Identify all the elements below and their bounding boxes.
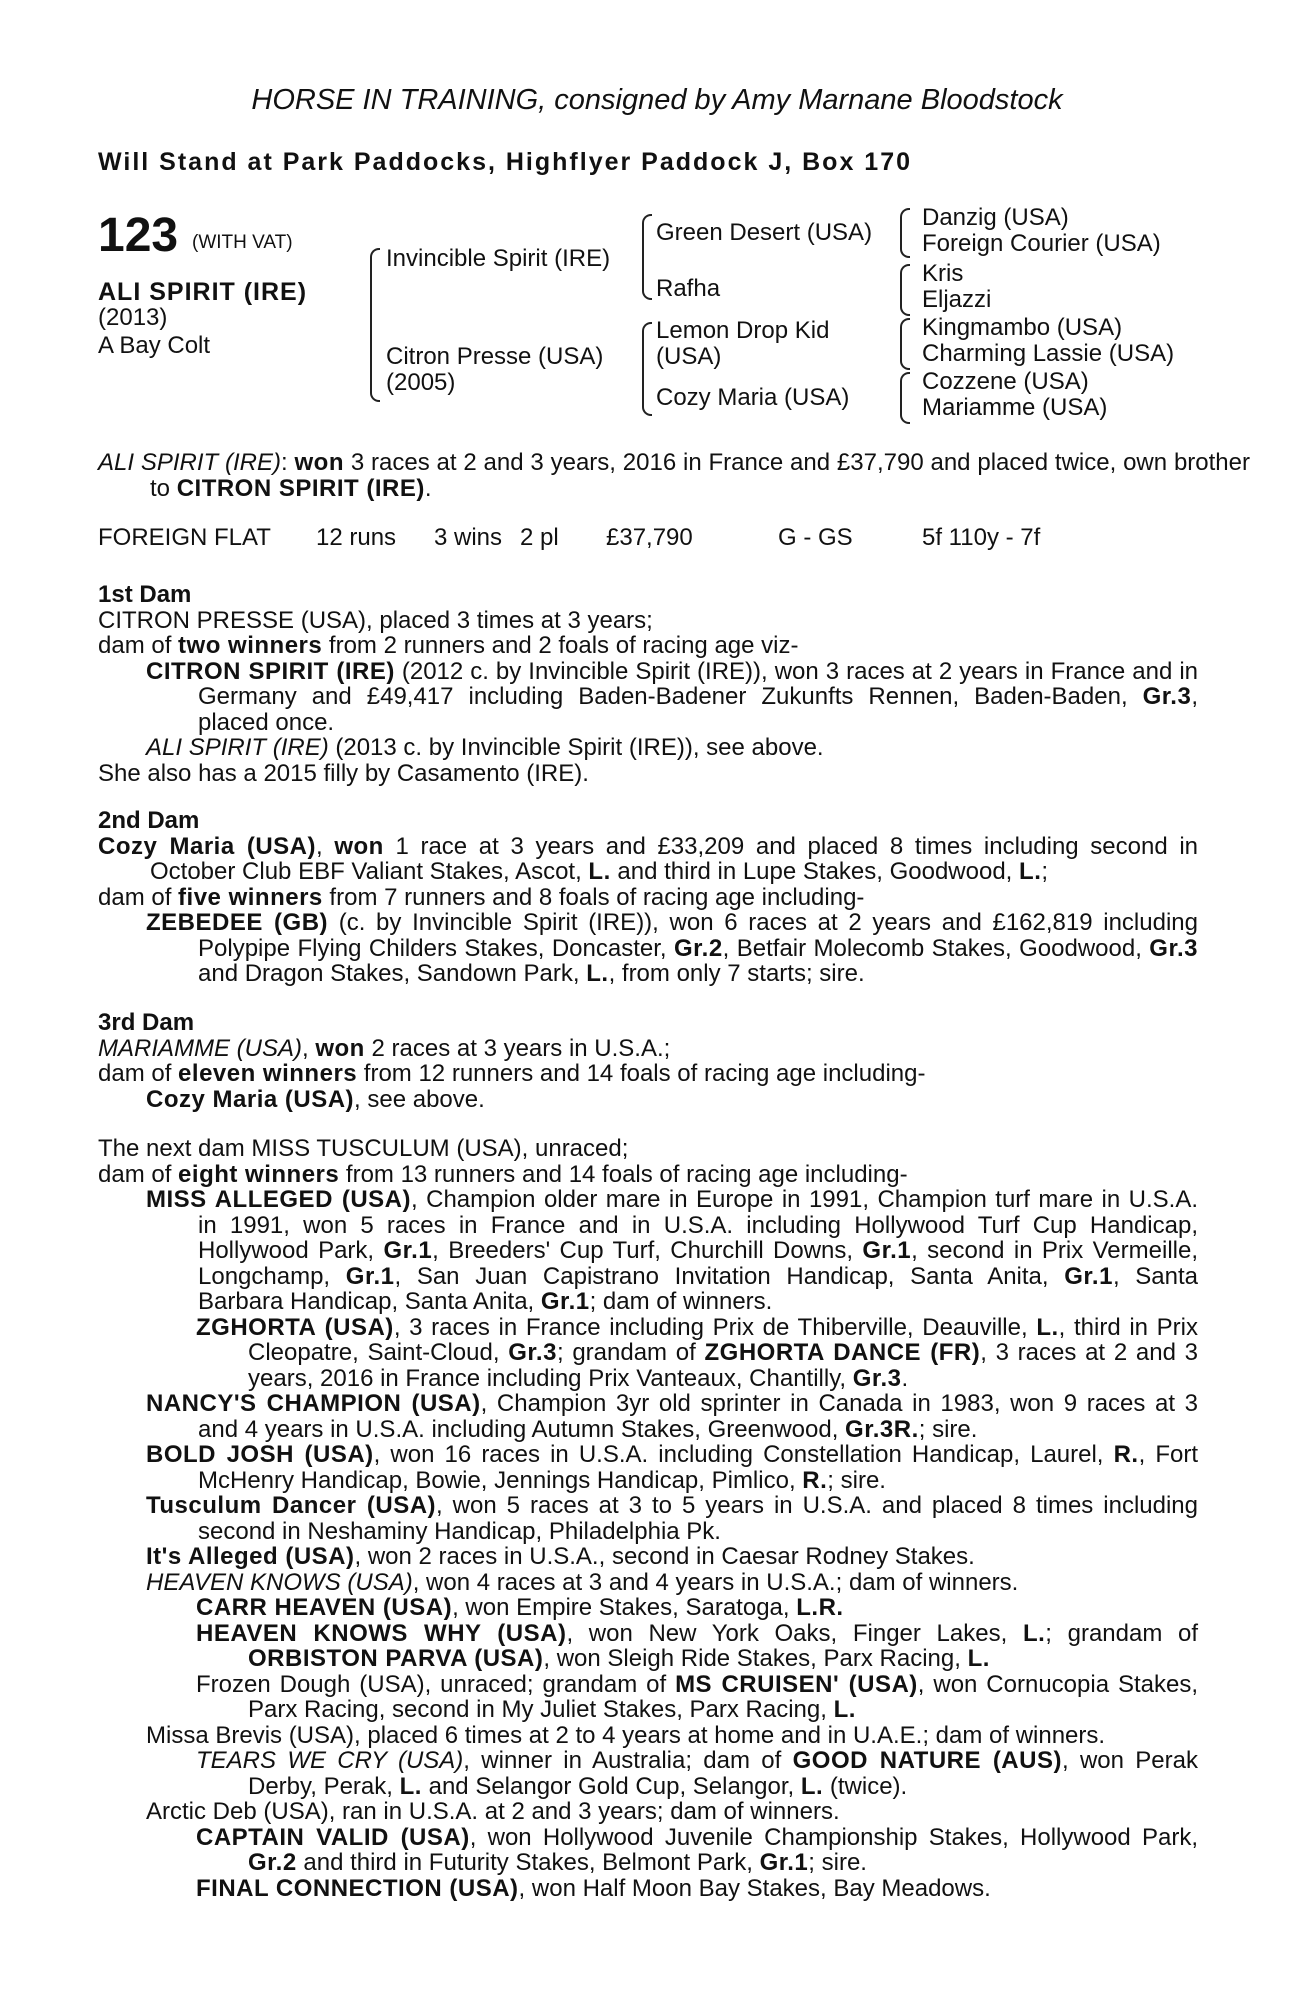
dam-line: Cozy Maria (USA), won 1 race at 3 years and £33,209 and placed 8 times including second in October Club EBF Valiant Stakes, Ascot, L. and third in Lupe Stakes, Goodwood, L.; xyxy=(98,832,1198,885)
produce-entry: FINAL CONNECTION (USA), won Half Moon Bay Stakes, Bay Meadows. xyxy=(196,1874,991,1902)
produce-entry: HEAVEN KNOWS WHY (USA), won New York Oaks, Finger Lakes, L.; grandam of ORBISTON PARVA (USA), won Sleigh Ride Stakes, Parx Racing, L. xyxy=(196,1619,1198,1672)
lot-number: 123 xyxy=(98,209,179,262)
pedigree-sds: Kris xyxy=(922,260,964,287)
pedigree-dam-sire: Lemon Drop Kid xyxy=(656,317,830,344)
pedigree-sire: Invincible Spirit (IRE) xyxy=(386,245,611,272)
produce-entry: CITRON SPIRIT (IRE) (2012 c. by Invincible Spirit (IRE)), won 3 races at 2 years in France and in Germany and £49,417 including Baden-Badener Zukunfts Rennen, Baden-Baden, Gr.3, placed once. xyxy=(146,657,1199,736)
pedigree-brace xyxy=(900,318,910,370)
produce-entry: NANCY'S CHAMPION (USA), Champion 3yr old sprinter in Canada in 1983, won 9 races at 3 and 4 years in U.S.A. including Autumn Stakes, Greenwood, Gr.3R.; sire. xyxy=(146,1390,1198,1443)
dam-line: The next dam MISS TUSCULUM (USA), unraced; xyxy=(98,1135,629,1162)
pedigree-ddd: Mariamme (USA) xyxy=(922,394,1108,421)
form-money: £37,790 xyxy=(606,524,693,551)
dam-produce-line: dam of five winners from 7 runners and 8 foals of racing age including- xyxy=(98,883,865,911)
stand-location: Will Stand at Park Paddocks, Highflyer Paddock J, Box 170 xyxy=(98,148,912,176)
pedigree-dds: Cozzene (USA) xyxy=(922,368,1089,395)
pedigree-sire-dam: Rafha xyxy=(656,275,721,302)
produce-entry: Cozy Maria (USA), see above. xyxy=(146,1085,485,1113)
vat-label: (WITH VAT) xyxy=(192,232,293,253)
produce-entry: ZGHORTA (USA), 3 races in France including Prix de Thiberville, Deauville, L., third in Prix Cleopatre, Saint-Cloud, Gr.3; grandam of ZGHORTA DANCE (FR), 3 races at 2 and 3 years, 2016 in France including Prix Vanteaux, Chantilly, Gr.3. xyxy=(196,1313,1199,1392)
dam-produce-line: dam of eleven winners from 12 runners and 14 foals of racing age including- xyxy=(98,1060,926,1087)
produce-entry: Tusculum Dancer (USA), won 5 races at 3 to 5 years in U.S.A. and placed 8 times including second in Neshaminy Handicap, Philadelphia Pk. xyxy=(146,1492,1198,1545)
race-summary: ALI SPIRIT (IRE): won 3 races at 2 and 3 years, 2016 in France and £37,790 and placed twice, own brother to CITRON SPIRIT (IRE). xyxy=(98,449,1250,502)
produce-entry: CAPTAIN VALID (USA), won Hollywood Juvenile Championship Stakes, Hollywood Park, Gr.2 and third in Futurity Stakes, Belmont Park, Gr.1; sire. xyxy=(196,1823,1198,1876)
pedigree-brace xyxy=(370,248,380,402)
pedigree-dam-year: (2005) xyxy=(386,369,456,396)
section-title: 1st Dam xyxy=(98,581,192,608)
produce-entry: CARR HEAVEN (USA), won Empire Stakes, Saratoga, L.R. xyxy=(196,1594,844,1621)
pedigree-dss: Kingmambo (USA) xyxy=(922,314,1123,341)
pedigree-dam-sire-origin: (USA) xyxy=(656,343,722,370)
produce-entry: BOLD JOSH (USA), won 16 races in U.S.A. including Constellation Handicap, Laurel, R., Fort McHenry Handicap, Bowie, Jennings Handicap, Pimlico, R.; sire. xyxy=(146,1441,1198,1494)
form-wins: 3 wins xyxy=(434,524,503,551)
pedigree-brace xyxy=(900,372,910,424)
pedigree-dsd: Charming Lassie (USA) xyxy=(922,340,1175,367)
second-dam-section xyxy=(98,808,1198,987)
produce-entry: HEAVEN KNOWS (USA), won 4 races at 3 and 4 years in U.S.A.; dam of winners. xyxy=(146,1568,1019,1596)
horse-year: (2013) xyxy=(98,304,168,331)
produce-entry: Arctic Deb (USA), ran in U.S.A. at 2 and 3 years; dam of winners. xyxy=(146,1798,840,1825)
catalogue-header: HORSE IN TRAINING, consigned by Amy Marnane Bloodstock xyxy=(251,84,1063,116)
horse-name: ALI SPIRIT (IRE) xyxy=(98,278,308,306)
pedigree-sdd: Eljazzi xyxy=(922,286,992,313)
pedigree-sire-sire: Green Desert (USA) xyxy=(656,219,873,246)
pedigree-sss: Danzig (USA) xyxy=(922,204,1069,231)
horse-sex: A Bay Colt xyxy=(98,332,211,359)
dam-line: CITRON PRESSE (USA), placed 3 times at 3 years; xyxy=(98,606,653,634)
form-distance: 5f 110y - 7f xyxy=(922,524,1041,551)
section-title: 2nd Dam xyxy=(98,807,200,834)
produce-entry: It's Alleged (USA), won 2 races in U.S.A., second in Caesar Rodney Stakes. xyxy=(146,1543,975,1570)
pedigree-brace xyxy=(642,214,652,300)
third-dam-section xyxy=(98,1010,1198,1112)
form-going: G - GS xyxy=(778,524,853,551)
dam-produce-line: dam of two winners from 2 runners and 2 foals of racing age viz- xyxy=(98,632,799,659)
pedigree-brace xyxy=(642,322,652,416)
section-title: 3rd Dam xyxy=(98,1009,195,1036)
pedigree-brace xyxy=(900,208,910,258)
produce-entry: Frozen Dough (USA), unraced; grandam of MS CRUISEN' (USA), won Cornucopia Stakes, Parx Racing, second in My Juliet Stakes, Parx Racing, L. xyxy=(196,1670,1199,1723)
dam-produce-line: dam of eight winners from 13 runners and 14 foals of racing age including- xyxy=(98,1160,908,1188)
dam-line: MARIAMME (USA), won 2 races at 3 years in U.S.A.; xyxy=(98,1034,671,1062)
form-label: FOREIGN FLAT xyxy=(98,524,271,551)
produce-entry: TEARS WE CRY (USA), winner in Australia; dam of GOOD NATURE (AUS), won Perak Derby, Perak, L. and Selangor Gold Cup, Selangor, L. (twice). xyxy=(196,1747,1198,1800)
form-placed: 2 pl xyxy=(520,524,559,551)
form-runs: 12 runs xyxy=(316,524,397,551)
pedigree-dam-dam: Cozy Maria (USA) xyxy=(656,384,850,411)
first-dam-section xyxy=(98,582,1198,786)
produce-entry: ZEBEDEE (GB) (c. by Invincible Spirit (IRE)), won 6 races at 2 years and £162,819 including Polypipe Flying Childers Stakes, Doncaster, Gr.2, Betfair Molecomb Stakes, Goodwood, Gr.3 and Dragon Stakes, Sandown Park, L., from only 7 starts; sire. xyxy=(146,909,1198,987)
produce-entry: MISS ALLEGED (USA), Champion older mare in Europe in 1991, Champion turf mare in U.S.A. in 1991, won 5 races in France and in U.S.A. including Hollywood Turf Cup Handicap, Hollywood Park, Gr.1, Breeders' Cup Turf, Churchill Downs, Gr.1, second in Prix Vermeille, Longchamp, Gr.1, San Juan Capistrano Invitation Handicap, Santa Anita, Gr.1, Santa Barbara Handicap, Santa Anita, Gr.1; dam of winners. xyxy=(146,1186,1199,1315)
dam-note: She also has a 2015 filly by Casamento (IRE). xyxy=(98,759,589,787)
pedigree-ssd: Foreign Courier (USA) xyxy=(922,230,1161,257)
produce-entry: Missa Brevis (USA), placed 6 times at 2 to 4 years at home and in U.A.E.; dam of winners. xyxy=(146,1721,1106,1749)
pedigree-brace xyxy=(900,264,910,316)
next-dam-section xyxy=(98,1136,1198,1901)
produce-entry: ALI SPIRIT (IRE) (2013 c. by Invincible Spirit (IRE)), see above. xyxy=(146,734,824,761)
pedigree-dam: Citron Presse (USA) xyxy=(386,343,604,370)
